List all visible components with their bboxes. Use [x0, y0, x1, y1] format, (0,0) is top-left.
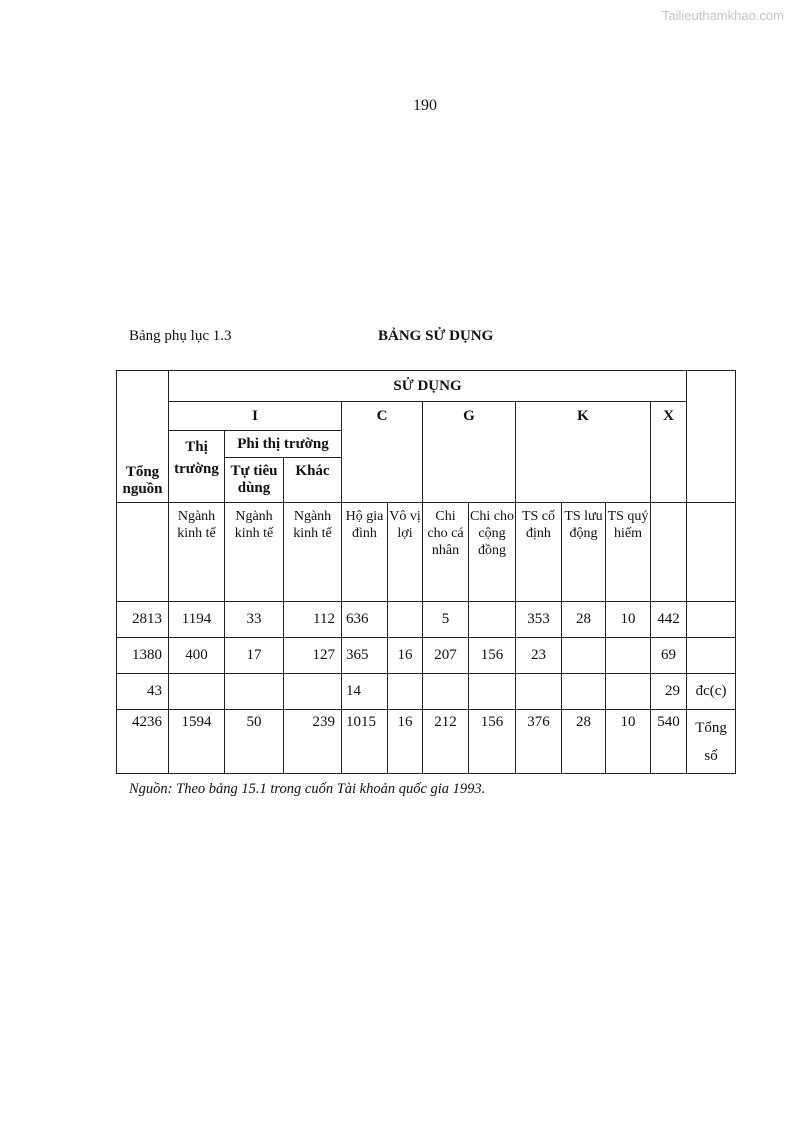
empty-corner-cell [687, 371, 736, 503]
value-cell: 239 [284, 710, 342, 774]
value-cell: 636 [342, 601, 388, 637]
value-cell: 353 [516, 601, 562, 637]
value-cell: 17 [225, 637, 284, 673]
value-cell [562, 674, 606, 710]
table-row [117, 710, 736, 774]
value-cell: 156 [469, 637, 516, 673]
value-cell: 112 [284, 601, 342, 637]
value-cell: 10 [606, 710, 651, 774]
value-cell: 442 [651, 601, 687, 637]
value-cell: 69 [651, 637, 687, 673]
row-label-cell [687, 601, 736, 637]
sub-header-chi-ca-nhan: Chi cho cá nhân [423, 502, 469, 601]
phi-thi-truong-header: Phi thị trường [225, 431, 342, 457]
su-dung-header: SỬ DỤNG [169, 371, 687, 402]
value-cell: 207 [423, 637, 469, 673]
group-i-header: I [169, 402, 342, 431]
value-cell: 10 [606, 601, 651, 637]
value-cell [469, 601, 516, 637]
group-x-header: X [651, 402, 687, 503]
value-cell [284, 674, 342, 710]
value-cell: 540 [651, 710, 687, 774]
value-cell: 16 [388, 710, 423, 774]
sub-header-chi-cong-dong: Chi cho cộng đồng [469, 502, 516, 601]
value-cell: 16 [388, 637, 423, 673]
sub-header-nganh-kinh-te-3: Ngành kinh tế [284, 502, 342, 601]
table-row [117, 601, 736, 637]
tong-nguon-cell: 2813 [117, 601, 169, 637]
value-cell [516, 674, 562, 710]
sub-header-nganh-kinh-te-2: Ngành kinh tế [225, 502, 284, 601]
tong-nguon-header: Tổng nguồn [117, 371, 169, 503]
value-cell: 400 [169, 637, 225, 673]
tu-tieu-dung-header: Tự tiêu dùng [225, 457, 284, 502]
row-label-cell: đc(c) [687, 674, 736, 710]
value-cell: 1015 [342, 710, 388, 774]
empty-cell [687, 502, 736, 601]
value-cell [606, 637, 651, 673]
value-cell: 50 [225, 710, 284, 774]
header-row-2 [117, 402, 736, 431]
value-cell: 212 [423, 710, 469, 774]
value-cell [388, 601, 423, 637]
sub-header-nganh-kinh-te-1: Ngành kinh tế [169, 502, 225, 601]
value-cell [423, 674, 469, 710]
table-row [117, 637, 736, 673]
group-g-header: G [423, 402, 516, 503]
table-label: Bảng phụ lục 1.3 [129, 328, 232, 344]
tong-nguon-cell: 43 [117, 674, 169, 710]
group-k-header: K [516, 402, 651, 503]
sub-header-vo-vi-loi: Vô vị lợi [388, 502, 423, 601]
header-row-5 [117, 502, 736, 601]
value-cell: 127 [284, 637, 342, 673]
row-label-cell: Tổng số [687, 710, 736, 774]
value-cell: 23 [516, 637, 562, 673]
value-cell [388, 674, 423, 710]
value-cell [469, 674, 516, 710]
khac-header: Khác [284, 457, 342, 502]
value-cell [606, 674, 651, 710]
value-cell: 1194 [169, 601, 225, 637]
tong-nguon-cell: 1380 [117, 637, 169, 673]
row-label-cell [687, 637, 736, 673]
value-cell [562, 637, 606, 673]
value-cell: 14 [342, 674, 388, 710]
sub-header-ho-gia-dinh: Hộ gia đình [342, 502, 388, 601]
thi-truong-header: Thị trường [169, 431, 225, 503]
value-cell: 28 [562, 601, 606, 637]
value-cell: 376 [516, 710, 562, 774]
header-row-1 [117, 371, 736, 402]
empty-cell [117, 502, 169, 601]
page-number: 190 [413, 97, 437, 114]
sub-header-ts-luu-dong: TS lưu động [562, 502, 606, 601]
sub-header-ts-co-dinh: TS cố định [516, 502, 562, 601]
sub-header-ts-quy-hiem: TS quý hiếm [606, 502, 651, 601]
value-cell: 1594 [169, 710, 225, 774]
value-cell: 365 [342, 637, 388, 673]
watermark: Tailieuthamkhao.com [661, 8, 784, 23]
value-cell: 5 [423, 601, 469, 637]
empty-cell [651, 502, 687, 601]
table-title: BẢNG SỬ DỤNG [378, 328, 494, 344]
value-cell: 29 [651, 674, 687, 710]
value-cell: 33 [225, 601, 284, 637]
source-note: Nguồn: Theo bảng 15.1 trong cuốn Tài khoản quốc gia 1993. [129, 781, 486, 797]
value-cell [225, 674, 284, 710]
value-cell [169, 674, 225, 710]
tong-nguon-cell: 4236 [117, 710, 169, 774]
group-c-header: C [342, 402, 423, 503]
usage-table [116, 370, 736, 774]
table-row [117, 674, 736, 710]
value-cell: 156 [469, 710, 516, 774]
value-cell: 28 [562, 710, 606, 774]
